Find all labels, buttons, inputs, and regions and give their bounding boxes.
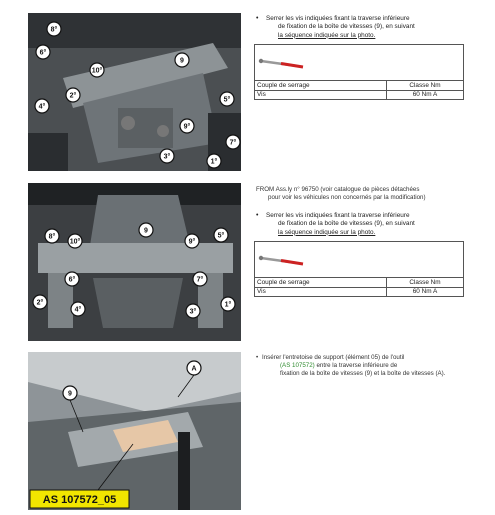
step3-line3: fixation de la boîte de vitesses (9) et la boîte de vitesses (A). (280, 370, 446, 378)
torque-wrench-icon (257, 249, 317, 269)
label-1 (207, 154, 221, 168)
svg-text:9°: 9° (183, 123, 191, 131)
torque-header-label: Couple de serrage (255, 81, 387, 91)
svg-text:7°: 7° (196, 276, 204, 284)
svg-text:8°: 8° (50, 26, 58, 34)
step2-applicability (256, 186, 491, 202)
torque-row-value: 60 Nm A (387, 287, 464, 297)
svg-text:10°: 10° (91, 67, 103, 75)
svg-text:A: A (191, 365, 197, 373)
svg-text:10°: 10° (69, 238, 81, 246)
label-3 (160, 149, 174, 163)
torque-table-step2 (254, 241, 464, 297)
torque-row-label: Vis (255, 287, 387, 297)
svg-text:3°: 3° (189, 308, 197, 316)
step2-line3: la séquence indiquée sur la photo. (278, 228, 376, 236)
torque-header-value: Classe Nm (387, 278, 464, 288)
svg-text:4°: 4° (38, 103, 46, 111)
support-spacer-photo (28, 352, 241, 510)
step2-from-line2: pour voir les véhicules non concernés par la modification) (268, 194, 426, 202)
svg-text:6°: 6° (68, 276, 76, 284)
label-6 (65, 272, 79, 286)
label-9-part (63, 386, 77, 400)
label-8 (45, 229, 59, 243)
svg-text:2°: 2° (69, 92, 77, 100)
svg-text:8°: 8° (48, 233, 56, 241)
label-4 (35, 99, 49, 113)
label-2 (66, 88, 80, 102)
step1-line1: Serrer les vis indiquées fixant la traverse inférieure (266, 15, 410, 22)
step3-line1: Insérer l'entretoise de support (élément 05) de l'outil (262, 354, 405, 361)
wrench-image-cell (255, 242, 464, 278)
label-7 (193, 272, 207, 286)
label-5 (214, 228, 228, 242)
label-A-gearbox (187, 361, 201, 375)
torque-row-value: 60 Nm A (387, 90, 464, 100)
label-6 (36, 45, 50, 59)
step2-line2: de fixation de la boîte de vitesses (9), en suivant (278, 220, 415, 228)
label-9 (180, 119, 194, 133)
svg-text:9°: 9° (188, 238, 196, 246)
label-5 (220, 92, 234, 106)
tool-reference-link[interactable]: (AS 107572) (280, 362, 315, 370)
label-8 (47, 22, 61, 36)
svg-text:7°: 7° (229, 139, 237, 147)
gearbox-crossmember-photo-2 (28, 183, 241, 341)
label-9-part (139, 223, 153, 237)
svg-text:9: 9 (180, 57, 184, 65)
svg-text:4°: 4° (74, 306, 82, 314)
step2-instruction (256, 212, 486, 242)
bullet-icon: • (256, 354, 259, 361)
bullet-icon: • (256, 212, 259, 219)
svg-text:1°: 1° (224, 301, 232, 309)
svg-text:5°: 5° (217, 232, 225, 240)
step1-line2: de fixation de la boîte de vitesses (9), en suivant (278, 23, 415, 31)
label-2 (33, 295, 47, 309)
torque-header-label: Couple de serrage (255, 278, 387, 288)
label-9 (185, 234, 199, 248)
photo-step1 (28, 13, 241, 171)
step1-line3: la séquence indiquée sur la photo. (278, 31, 376, 39)
torque-wrench-icon (257, 52, 317, 72)
step2-line1: Serrer les vis indiquées fixant la traverse inférieure (266, 212, 410, 219)
torque-table-step1 (254, 44, 464, 100)
photo-step2 (28, 183, 241, 341)
label-4 (71, 302, 85, 316)
step2-from-line1: FROM Ass.ly n° 96750 (voir catalogue de pièces détachées (256, 186, 420, 193)
svg-text:1°: 1° (210, 158, 218, 166)
label-9-part (175, 53, 189, 67)
svg-text:9: 9 (68, 390, 72, 398)
label-10 (90, 63, 104, 77)
torque-header-value: Classe Nm (387, 81, 464, 91)
label-1 (221, 297, 235, 311)
gearbox-crossmember-photo-1 (28, 13, 241, 171)
photo-caption: AS 107572_05 (42, 494, 117, 506)
label-7 (226, 135, 240, 149)
svg-text:6°: 6° (39, 49, 47, 57)
svg-text:3°: 3° (163, 153, 171, 161)
wrench-image-cell (255, 45, 464, 81)
step3-instruction (256, 354, 492, 379)
label-3 (186, 304, 200, 318)
label-10 (68, 234, 82, 248)
step1-instruction (256, 15, 486, 45)
bullet-icon: • (256, 15, 259, 22)
svg-text:2°: 2° (36, 299, 44, 307)
torque-row-label: Vis (255, 90, 387, 100)
svg-text:9: 9 (144, 227, 148, 235)
svg-text:5°: 5° (223, 96, 231, 104)
step3-line2: entre la traverse inférieure de (314, 362, 398, 370)
photo-step3 (28, 352, 241, 510)
